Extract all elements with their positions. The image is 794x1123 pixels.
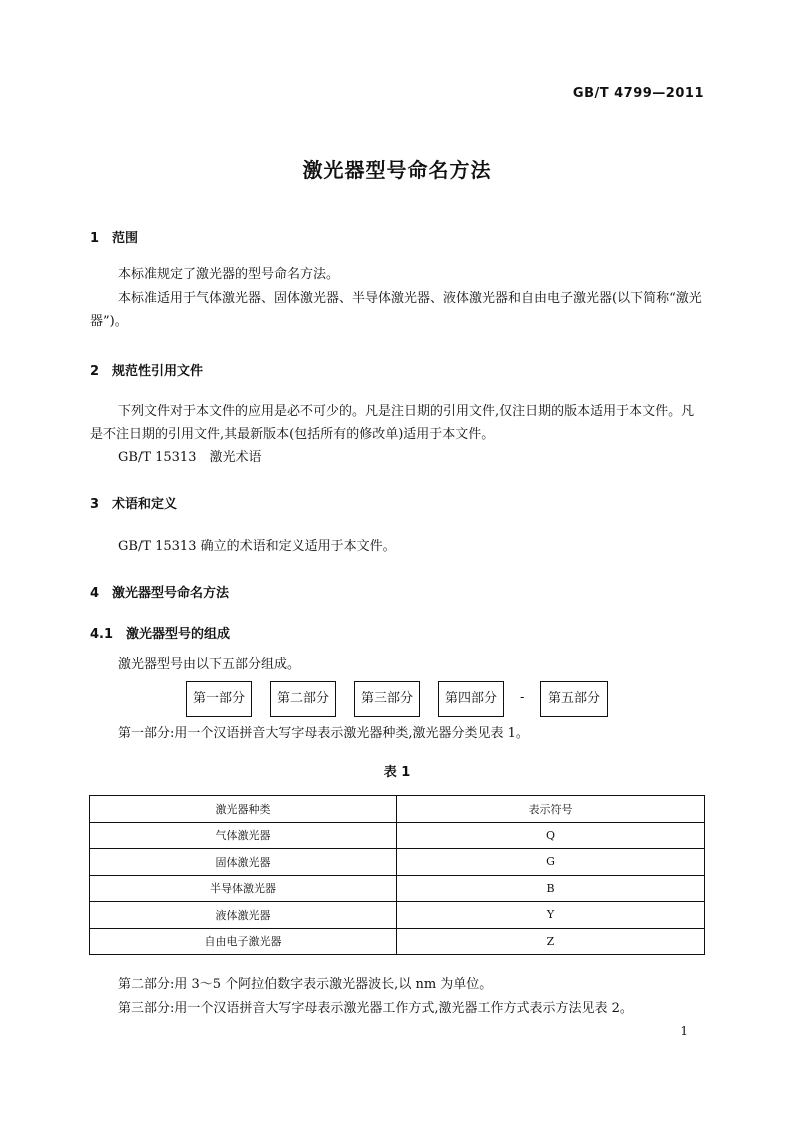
- section-2-heading: [90, 360, 203, 379]
- table-row: [90, 902, 705, 929]
- table-cell: G: [397, 849, 705, 876]
- table-row: [90, 875, 705, 902]
- subsection-title: 激光器型号的组成: [126, 627, 231, 642]
- table-cell: Z: [397, 928, 705, 955]
- section-number: 2: [90, 364, 100, 379]
- document-title: 激光器型号命名方法: [302, 158, 492, 182]
- standard-number: GB/T 4799—2011: [572, 86, 704, 101]
- page-number: 1: [680, 1024, 688, 1038]
- table-cell: 半导体激光器: [90, 875, 397, 902]
- table-caption: 表 1: [383, 765, 411, 780]
- table-row: [90, 928, 705, 955]
- reference-item: GB/T 15313 激光术语: [118, 450, 262, 465]
- part-box: 第五部分: [540, 681, 608, 717]
- paragraph: 第一部分:用一个汉语拼音大写字母表示激光器种类,激光器分类见表 1。: [118, 726, 529, 741]
- section-4-heading: [90, 582, 229, 601]
- table-cell: Y: [397, 902, 705, 929]
- part-box: 第三部分: [354, 681, 420, 717]
- subsection-number: 4.1: [90, 627, 114, 642]
- laser-type-table: [89, 795, 705, 955]
- section-number: 1: [90, 231, 100, 246]
- part-separator: -: [520, 690, 525, 705]
- table-row: [90, 849, 705, 876]
- section-title: 规范性引用文件: [112, 364, 204, 379]
- table-cell: 气体激光器: [90, 822, 397, 849]
- table-header-row: [90, 796, 705, 823]
- section-title: 术语和定义: [112, 497, 178, 512]
- paragraph: 本标准规定了激光器的型号命名方法。: [118, 267, 340, 282]
- header-cell: 激光器种类: [90, 796, 397, 823]
- paragraph: 下列文件对于本文件的应用是必不可少的。凡是注日期的引用文件,仅注日期的版本适用于本文件。凡是不注日期的引用文件,其最新版本(包括所有的修改单)适用于本文件。: [90, 404, 695, 442]
- paragraph: 激光器型号由以下五部分组成。: [118, 657, 301, 672]
- section-title: 激光器型号命名方法: [112, 586, 230, 601]
- part-box: 第一部分: [186, 681, 252, 717]
- table-row: [90, 822, 705, 849]
- section-title: 范围: [112, 231, 139, 246]
- paragraph: 第二部分:用 3～5 个阿拉伯数字表示激光器波长,以 nm 为单位。: [118, 977, 493, 992]
- part-box: 第四部分: [438, 681, 504, 717]
- section-1-heading: [90, 227, 138, 246]
- section-3-heading: [90, 493, 177, 512]
- model-structure-diagram: [186, 681, 616, 717]
- table-cell: 液体激光器: [90, 902, 397, 929]
- header-cell: 表示符号: [397, 796, 705, 823]
- table-cell: 自由电子激光器: [90, 928, 397, 955]
- subsection-4-1-heading: [90, 623, 230, 642]
- table-cell: B: [397, 875, 705, 902]
- section-number: 3: [90, 497, 100, 512]
- paragraph: 第三部分:用一个汉语拼音大写字母表示激光器工作方式,激光器工作方式表示方法见表 2。: [118, 1001, 633, 1016]
- table-cell: Q: [397, 822, 705, 849]
- table-cell: 固体激光器: [90, 849, 397, 876]
- part-box: 第二部分: [270, 681, 336, 717]
- paragraph: 本标准适用于气体激光器、固体激光器、半导体激光器、液体激光器和自由电子激光器(以下简称“激光器”)。: [90, 291, 702, 329]
- section-number: 4: [90, 586, 100, 601]
- paragraph: GB/T 15313 确立的术语和定义适用于本文件。: [118, 539, 396, 554]
